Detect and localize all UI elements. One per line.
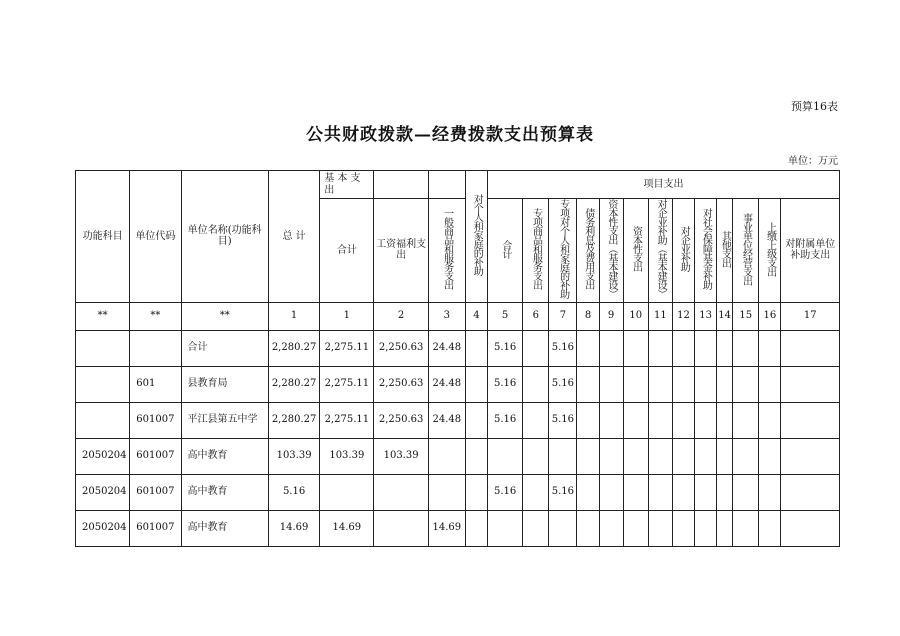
empty-cell [577,510,599,546]
index-cell: 7 [549,302,577,330]
index-cell: 16 [759,302,781,330]
index-cell: ** [181,302,268,330]
empty-cell [672,438,694,474]
empty-cell [599,438,623,474]
unit-name-cell: 合计 [181,330,268,366]
header-salary: 工资福利支出 [374,199,428,303]
empty-cell [781,330,840,366]
header-enterprise: 对企业补助 [672,199,694,303]
header-basic-group-cont2 [428,171,465,199]
header-individual: 对个人和家庭的补助 [465,171,487,303]
empty-cell [599,510,623,546]
goods-cell: 24.48 [428,366,465,402]
unit-code-cell: 601007 [130,474,181,510]
index-cell: 15 [733,302,759,330]
index-cell: 10 [623,302,648,330]
empty-cell [599,474,623,510]
unit-label: 单位：万元 [788,156,838,167]
index-cell: 3 [428,302,465,330]
empty-cell [648,474,672,510]
func-code-cell: 2050204 [76,474,130,510]
basic-total-cell: 2,275.11 [320,330,374,366]
empty-cell [759,366,781,402]
index-cell: 2 [374,302,428,330]
empty-cell [577,438,599,474]
table-body [76,330,840,546]
empty-cell [781,438,840,474]
empty-cell [648,438,672,474]
header-basic-total: 合计 [320,199,374,303]
proj-goods-cell [523,510,549,546]
index-cell: 11 [648,302,672,330]
individual-cell [465,438,487,474]
header-other: 其他支出 [717,199,733,303]
individual-cell [465,474,487,510]
salary-cell [374,474,428,510]
header-project-group: 项目支出 [488,171,840,199]
empty-cell [648,510,672,546]
empty-cell [733,438,759,474]
basic-total-cell: 103.39 [320,438,374,474]
basic-total-cell: 14.69 [320,510,374,546]
proj-total-cell: 5.16 [488,330,523,366]
index-cell: ** [130,302,181,330]
table-row [76,330,840,366]
index-cell: 6 [523,302,549,330]
empty-cell [781,510,840,546]
func-code-cell: 2050204 [76,510,130,546]
header-unit-code: 单位代码 [130,171,181,303]
proj-goods-cell [523,330,549,366]
header-social: 对社会保障基金补助 [695,199,717,303]
table-row [76,510,840,546]
empty-cell [623,510,648,546]
empty-cell [781,474,840,510]
table-row [76,402,840,438]
header-total: 总 计 [268,171,319,303]
empty-cell [648,402,672,438]
page-title: 公共财政拨款—经费拨款支出预算表 [306,125,594,145]
empty-cell [733,510,759,546]
empty-cell [623,366,648,402]
index-row [76,302,840,330]
empty-cell [759,510,781,546]
total-cell: 103.39 [268,438,319,474]
table-row [76,438,840,474]
basic-total-cell: 2,275.11 [320,402,374,438]
unit-code-cell: 601007 [130,510,181,546]
header-enterprise-basic: 对企业补助（基本建设） [648,199,672,303]
proj-individual-cell: 5.16 [549,330,577,366]
func-code-cell [76,330,130,366]
basic-total-cell [320,474,374,510]
empty-cell [759,330,781,366]
proj-individual-cell: 5.16 [549,366,577,402]
empty-cell [672,402,694,438]
header-inst-operating: 事业单位经营支出 [733,199,759,303]
index-cell: 9 [599,302,623,330]
index-cell: 5 [488,302,523,330]
func-code-cell [76,402,130,438]
empty-cell [695,330,717,366]
individual-cell [465,402,487,438]
proj-total-cell: 5.16 [488,402,523,438]
index-cell: 8 [577,302,599,330]
index-cell: 14 [717,302,733,330]
unit-code-cell [130,330,181,366]
unit-name-cell: 高中教育 [181,474,268,510]
proj-goods-cell [523,402,549,438]
index-cell: 1 [268,302,319,330]
empty-cell [759,438,781,474]
header-subsidy: 对附属单位补助支出 [781,199,840,303]
proj-individual-cell [549,438,577,474]
empty-cell [781,402,840,438]
empty-cell [717,402,733,438]
empty-cell [717,510,733,546]
index-cell: 4 [465,302,487,330]
empty-cell [733,366,759,402]
unit-name-cell: 平江县第五中学 [181,402,268,438]
func-code-cell [76,366,130,402]
proj-total-cell: 5.16 [488,366,523,402]
index-cell: 1 [320,302,374,330]
table-number: 预算16表 [791,100,838,113]
proj-individual-cell: 5.16 [549,402,577,438]
empty-cell [648,366,672,402]
empty-cell [695,510,717,546]
goods-cell: 24.48 [428,330,465,366]
empty-cell [717,330,733,366]
empty-cell [695,474,717,510]
unit-code-cell: 601007 [130,438,181,474]
goods-cell [428,438,465,474]
salary-cell: 103.39 [374,438,428,474]
total-cell: 5.16 [268,474,319,510]
empty-cell [733,402,759,438]
empty-cell [733,330,759,366]
proj-total-cell: 5.16 [488,474,523,510]
header-unit-name: 单位名称(功能科目) [181,171,268,303]
proj-goods-cell [523,366,549,402]
header-proj-goods: 专项商品和服务支出 [523,199,549,303]
table-row [76,366,840,402]
empty-cell [695,366,717,402]
index-cell: 17 [781,302,840,330]
total-cell: 2,280.27 [268,330,319,366]
empty-cell [672,510,694,546]
individual-cell [465,366,487,402]
index-cell: 13 [695,302,717,330]
empty-cell [599,330,623,366]
proj-total-cell [488,510,523,546]
empty-cell [759,474,781,510]
empty-cell [695,438,717,474]
total-cell: 14.69 [268,510,319,546]
individual-cell [465,510,487,546]
individual-cell [465,330,487,366]
func-code-cell: 2050204 [76,438,130,474]
proj-goods-cell [523,474,549,510]
header-capital: 资本性支出 [623,199,648,303]
empty-cell [717,366,733,402]
header-debt: 债务利息及费用支出 [577,199,599,303]
empty-cell [781,366,840,402]
empty-cell [648,330,672,366]
salary-cell: 2,250.63 [374,330,428,366]
proj-individual-cell: 5.16 [549,474,577,510]
proj-total-cell [488,438,523,474]
header-func-code: 功能科目 [76,171,130,303]
goods-cell: 24.48 [428,402,465,438]
index-cell: 12 [672,302,694,330]
total-cell: 2,280.27 [268,366,319,402]
empty-cell [623,474,648,510]
unit-name-cell: 高中教育 [181,438,268,474]
header-proj-individual: 专项对个人和家庭的补助 [549,199,577,303]
empty-cell [759,402,781,438]
header-capital-basic: 资本性支出（基本建设） [599,199,623,303]
header-row-1 [76,171,840,199]
table-row [76,474,840,510]
empty-cell [717,438,733,474]
empty-cell [695,402,717,438]
proj-goods-cell [523,438,549,474]
empty-cell [577,330,599,366]
empty-cell [599,402,623,438]
header-basic-group-cont [374,171,428,199]
salary-cell [374,510,428,546]
basic-total-cell: 2,275.11 [320,366,374,402]
salary-cell: 2,250.63 [374,402,428,438]
goods-cell [428,474,465,510]
empty-cell [577,402,599,438]
index-cell: ** [76,302,130,330]
empty-cell [717,474,733,510]
empty-cell [577,474,599,510]
empty-cell [623,330,648,366]
header-basic-group: 基 本 支 出 [320,171,374,199]
salary-cell: 2,250.63 [374,366,428,402]
empty-cell [623,402,648,438]
header-proj-total: 合计 [488,199,523,303]
header-upper: 上缴上级支出 [759,199,781,303]
unit-code-cell: 601 [130,366,181,402]
budget-table [75,170,840,547]
proj-individual-cell [549,510,577,546]
header-goods: 一般商品和服务支出 [428,199,465,303]
unit-code-cell: 601007 [130,402,181,438]
empty-cell [623,438,648,474]
empty-cell [599,366,623,402]
unit-name-cell: 高中教育 [181,510,268,546]
empty-cell [733,474,759,510]
total-cell: 2,280.27 [268,402,319,438]
empty-cell [672,474,694,510]
empty-cell [577,366,599,402]
empty-cell [672,330,694,366]
empty-cell [672,366,694,402]
unit-name-cell: 县教育局 [181,366,268,402]
goods-cell: 14.69 [428,510,465,546]
